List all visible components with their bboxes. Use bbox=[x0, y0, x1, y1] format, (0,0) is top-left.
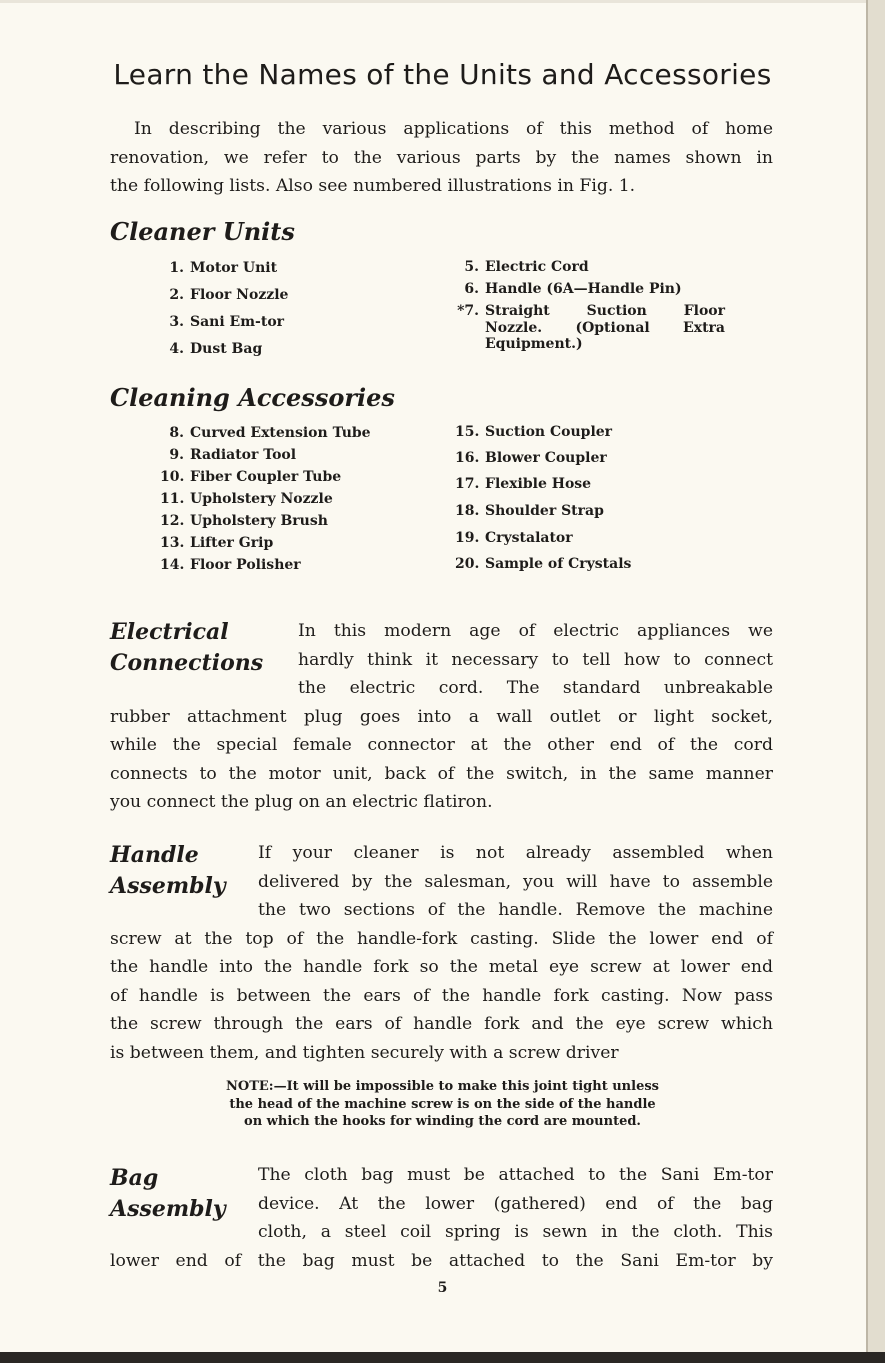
item-number: 14. bbox=[160, 557, 185, 573]
item-number: 9. bbox=[169, 447, 184, 463]
list-item bbox=[160, 447, 296, 463]
list-item-7 bbox=[455, 303, 725, 353]
item-label: Suction Coupler bbox=[485, 424, 613, 440]
item-number: 20. bbox=[455, 556, 480, 572]
list-item bbox=[455, 259, 589, 275]
list-item bbox=[160, 314, 284, 330]
item-7-line: Nozzle. (Optional Extra bbox=[485, 319, 725, 336]
item-label: Electric Cord bbox=[485, 259, 589, 275]
electrical-paragraph bbox=[110, 617, 773, 817]
intro-line: the following lists. Also see numbered illustrations in Fig. 1. bbox=[110, 176, 636, 196]
list-item bbox=[455, 503, 604, 519]
page-number: 5 bbox=[437, 1280, 448, 1296]
intro-line: In describing the various applications of this method of home bbox=[134, 119, 773, 139]
paragraph-line: The cloth bag must be attached to the Sani Em-tor bbox=[258, 1165, 773, 1185]
item-label: Crystalator bbox=[485, 530, 573, 546]
list-item bbox=[160, 535, 273, 551]
item-number: 12. bbox=[160, 513, 185, 529]
paragraph-line: cloth, a steel coil spring is sewn in the cloth. This bbox=[258, 1222, 773, 1242]
item-label: Lifter Grip bbox=[190, 535, 274, 551]
paragraph-line: hardly think it necessary to tell how to connect bbox=[298, 649, 773, 670]
list-item bbox=[160, 491, 333, 507]
list-item bbox=[160, 287, 288, 303]
list-item bbox=[160, 341, 262, 357]
list-item bbox=[160, 260, 277, 276]
paragraph-line: while the special female connector at the other end of the cord bbox=[110, 735, 773, 755]
item-label: Motor Unit bbox=[190, 260, 278, 276]
list-item bbox=[455, 450, 607, 466]
list-item bbox=[160, 425, 371, 441]
intro-line: renovation, we refer to the various parts by the names shown in bbox=[110, 147, 773, 168]
bag-paragraph bbox=[110, 1161, 773, 1275]
item-label: Dust Bag bbox=[190, 341, 263, 357]
page-binding-edge bbox=[866, 0, 885, 1363]
item-number: 19. bbox=[455, 530, 480, 546]
item-number: 16. bbox=[455, 450, 480, 466]
heading-line: Assembly bbox=[110, 1196, 226, 1222]
assembly-note bbox=[150, 1078, 735, 1131]
item-label: Radiator Tool bbox=[190, 447, 297, 463]
item-number: 3. bbox=[169, 314, 184, 330]
item-number: 4. bbox=[169, 341, 184, 357]
list-item bbox=[160, 469, 341, 485]
paragraph-line: of handle is between the ears of the handle fork casting. Now pass bbox=[110, 985, 773, 1006]
heading-line: Electrical bbox=[110, 619, 229, 645]
item-label: Handle (6A—Handle Pin) bbox=[485, 281, 682, 297]
paragraph-line: is between them, and tighten securely with a screw driver bbox=[110, 1042, 619, 1063]
list-item bbox=[455, 476, 591, 492]
item-label: Shoulder Strap bbox=[485, 503, 604, 519]
note-line: the head of the machine screw is on the side of the handle bbox=[229, 1096, 656, 1112]
item-number: 6. bbox=[464, 281, 479, 297]
paragraph-line: delivered by the salesman, you will have to assemble bbox=[258, 871, 773, 892]
paragraph-line: connects to the motor unit, back of the switch, in the same manner bbox=[110, 763, 773, 784]
paragraph-line: the handle into the handle fork so the metal eye screw at lower end bbox=[110, 957, 773, 977]
heading-line: Connections bbox=[110, 650, 264, 676]
page-title: Learn the Names of the Units and Accessories bbox=[113, 58, 772, 91]
paragraph-line: lower end of the bag must be attached to the Sani Em-tor by bbox=[110, 1250, 773, 1271]
item-label: Floor Nozzle bbox=[190, 287, 289, 303]
item-number: 5. bbox=[464, 259, 479, 275]
paragraph-line: In this modern age of electric appliances we bbox=[298, 621, 773, 641]
item-number: 2. bbox=[169, 287, 184, 303]
item-label: Sani Em-tor bbox=[190, 314, 285, 330]
item-number: 17. bbox=[455, 476, 480, 492]
item-number: 18. bbox=[455, 503, 480, 519]
item-label bbox=[485, 303, 725, 353]
item-label: Upholstery Nozzle bbox=[190, 491, 333, 507]
item-label: Sample of Crystals bbox=[485, 556, 632, 572]
handle-paragraph bbox=[110, 839, 773, 1067]
paragraph-line: the two sections of the handle. Remove the machine bbox=[258, 900, 773, 920]
list-item bbox=[455, 424, 612, 440]
item-number: 11. bbox=[160, 491, 185, 507]
item-number: 1. bbox=[169, 260, 184, 276]
page-top-edge bbox=[0, 0, 866, 3]
list-item bbox=[160, 557, 301, 573]
paragraph-line: the electric cord. The standard unbreakable bbox=[298, 678, 773, 698]
paragraph-line: the screw through the ears of handle fork and the eye screw which bbox=[110, 1014, 773, 1034]
item-label: Blower Coupler bbox=[485, 450, 607, 466]
paragraph-line: If your cleaner is not already assembled when bbox=[258, 843, 773, 863]
item-label: Fiber Coupler Tube bbox=[190, 469, 342, 485]
list-item bbox=[455, 530, 573, 546]
item-7-line: Equipment.) bbox=[485, 336, 583, 352]
item-number: 8. bbox=[169, 425, 184, 441]
note-line: on which the hooks for winding the cord are mounted. bbox=[244, 1114, 641, 1129]
paragraph-line: rubber attachment plug goes into a wall outlet or light socket, bbox=[110, 706, 773, 727]
intro-paragraph bbox=[110, 115, 773, 201]
item-number: 15. bbox=[455, 424, 480, 440]
item-label: Upholstery Brush bbox=[190, 513, 328, 529]
list-item bbox=[455, 281, 682, 297]
cleaner-units-heading: Cleaner Units bbox=[110, 217, 295, 246]
item-number: 13. bbox=[160, 535, 185, 551]
item-label: Curved Extension Tube bbox=[190, 425, 371, 441]
item-number: *7. bbox=[457, 303, 479, 319]
item-number: 10. bbox=[160, 469, 185, 485]
page-bottom-edge bbox=[0, 1352, 885, 1363]
paragraph-line: device. At the lower (gathered) end of the bag bbox=[258, 1193, 773, 1214]
heading-line: Assembly bbox=[110, 873, 226, 899]
list-item bbox=[160, 513, 328, 529]
item-label: Flexible Hose bbox=[485, 476, 592, 492]
heading-line: Handle bbox=[110, 842, 199, 868]
item-7-line: Straight Suction Floor bbox=[485, 303, 725, 319]
cleaning-accessories-heading: Cleaning Accessories bbox=[110, 383, 395, 412]
item-label: Floor Polisher bbox=[190, 557, 301, 573]
paragraph-line: screw at the top of the handle-fork casting. Slide the lower end of bbox=[110, 928, 773, 949]
paragraph-line: you connect the plug on an electric flatiron. bbox=[110, 792, 493, 812]
list-item bbox=[455, 556, 631, 572]
note-line: NOTE:—It will be impossible to make this joint tight unless bbox=[226, 1079, 659, 1094]
heading-line: Bag bbox=[110, 1165, 159, 1191]
